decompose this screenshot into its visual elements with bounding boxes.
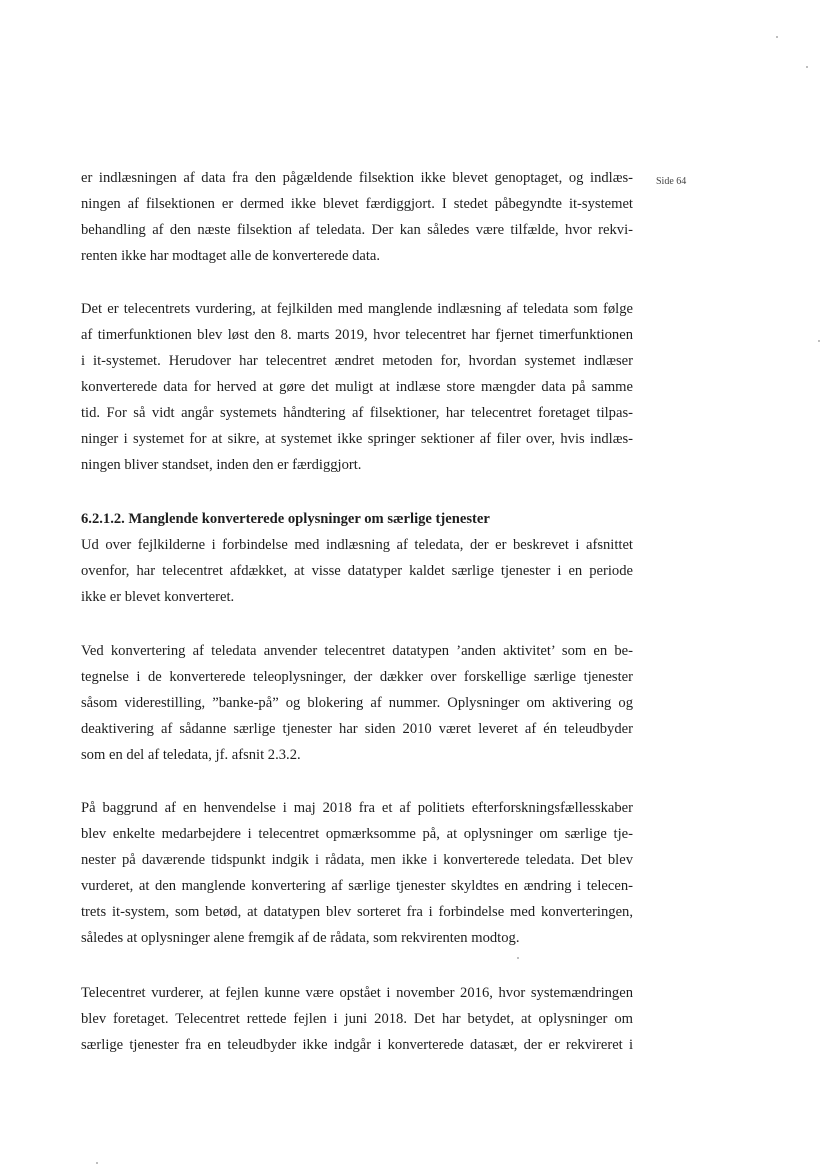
scan-speck [96,1162,98,1164]
paragraph-line: blev enkelte medarbejdere i telecentret opmærksomme på, at oplysninger om særlige tje- [81,826,633,842]
paragraph-line: behandling af den næste filsektion af teledata. Der kan således være tilfælde, hvor rekvi- [81,222,633,238]
paragraph-line: ninger i systemet for at sikre, at systemet ikke springer sektioner af filer over, hvis indlæs- [81,431,633,447]
paragraph-line: ningen bliver standset, inden den er færdiggjort. [81,457,362,473]
page-number: Side 64 [656,176,687,187]
paragraph-line: nester på daværende tidspunkt indgik i rådata, men ikke i konverterede teledata. Det blev [81,852,633,868]
paragraph-line: Telecentret vurderer, at fejlen kunne være opstået i november 2016, hvor systemændringen [81,985,633,1001]
paragraph-line: ningen af filsektionen er dermed ikke blevet færdiggjort. I stedet påbegyndte it-systemet [81,196,633,212]
paragraph-line: Ud over fejlkilderne i forbindelse med indlæsning af teledata, der er beskrevet i afsnittet [81,537,633,553]
paragraph-line: af timerfunktionen blev løst den 8. marts 2019, hvor telecentret har fjernet timerfunktionen [81,327,633,343]
scan-speck [806,66,808,68]
paragraph-line: konverterede data for herved at gøre det muligt at indlæse store mængder data på samme [81,379,633,395]
paragraph-line: såsom viderestilling, ”banke-på” og blokering af nummer. Oplysninger om aktivering og [81,695,633,711]
section-heading: 6.2.1.2. Manglende konverterede oplysninger om særlige tjenester [81,511,490,527]
paragraph-line: ikke er blevet konverteret. [81,589,235,605]
paragraph-line: Ved konvertering af teledata anvender telecentret datatypen ’anden aktivitet’ som en be- [81,643,633,659]
paragraph-line: er indlæsningen af data fra den pågældende filsektion ikke blevet genoptaget, og indlæs- [81,170,633,186]
paragraph-line: tid. For så vidt angår systemets håndtering af filsektioner, har telecentret foretaget tilpas- [81,405,633,421]
paragraph-line: ovenfor, har telecentret afdækket, at visse datatyper kaldet særlige tjenester i en periode [81,563,633,579]
paragraph-line: På baggrund af en henvendelse i maj 2018 fra et af politiets efterforskningsfællesskaber [81,800,633,816]
scan-speck [776,36,778,38]
paragraph-line: således at oplysninger alene fremgik af de rådata, som rekvirenten modtog. [81,930,520,946]
scan-speck [517,957,519,959]
paragraph-line: særlige tjenester fra en teleudbyder ikke indgår i konverterede datasæt, der er rekvireret i [81,1037,633,1053]
paragraph-line: blev foretaget. Telecentret rettede fejlen i juni 2018. Det har betydet, at oplysninger om [81,1011,633,1027]
paragraph-line: i it-systemet. Herudover har telecentret ændret metoden for, hvordan systemet indlæser [81,353,633,369]
scan-speck [818,340,820,342]
paragraph-line: som en del af teledata, jf. afsnit 2.3.2. [81,747,301,763]
paragraph-line: deaktivering af sådanne særlige tjenester har siden 2010 været leveret af én teleudbyder [81,721,633,737]
paragraph-line: vurderet, at den manglende konvertering af særlige tjenester skyldtes en ændring i telecen- [81,878,633,894]
paragraph-line: Det er telecentrets vurdering, at fejlkilden med manglende indlæsning af teledata som følge [81,301,633,317]
paragraph-line: renten ikke har modtaget alle de konverterede data. [81,248,381,264]
paragraph-line: trets it-system, som betød, at datatypen blev sorteret fra i forbindelse med konverteringen, [81,904,633,920]
paragraph-line: tegnelse i de konverterede teleoplysninger, der dækker over forskellige særlige tjenester [81,669,633,685]
